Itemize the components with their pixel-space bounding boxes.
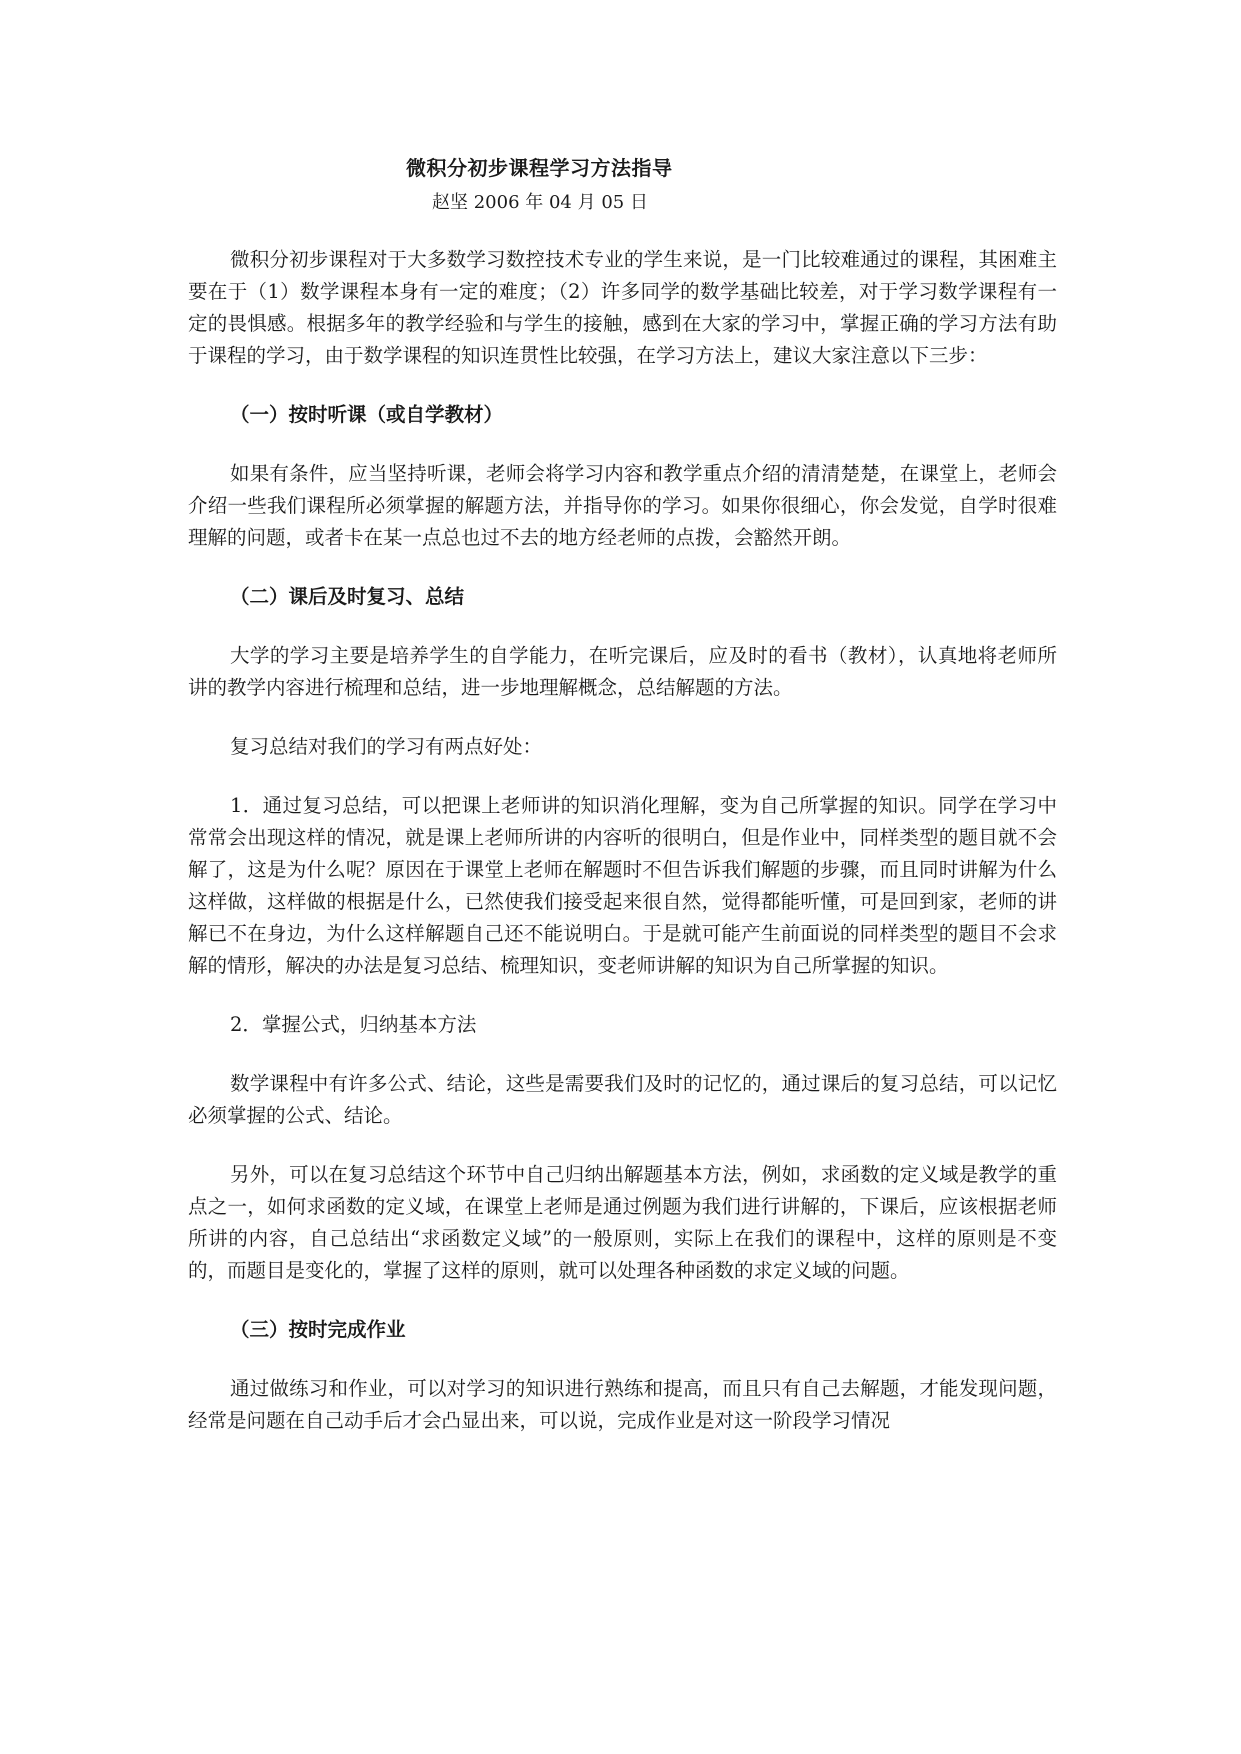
- document-body: [188, 244, 1057, 1464]
- section-3-heading: （三）按时完成作业: [230, 1318, 406, 1341]
- section-2-paragraph-1: 大学的学习主要是培养学生的自学能力，在听完课后，应及时的看书（教材），认真地将老师所讲的教学内容进行梳理和总结，进一步地理解概念，总结解题的方法。: [188, 644, 1057, 699]
- section-1-heading: （一）按时听课（或自学教材）: [230, 403, 504, 426]
- section-1-paragraph: 如果有条件，应当坚持听课，老师会将学习内容和教学重点介绍的清清楚楚，在课堂上，老师会介绍一些我们课程所必须掌握的解题方法，并指导你的学习。如果你很细心，你会发觉，自学时很难理解的问题，或者卡在某一点总也过不去的地方经老师的点拨，会豁然开朗。: [188, 462, 1057, 549]
- section-2-heading: （二）课后及时复习、总结: [230, 585, 465, 608]
- section-2-paragraph-6: 另外，可以在复习总结这个环节中自己归纳出解题基本方法，例如，求函数的定义域是教学的重点之一，如何求函数的定义域，在课堂上老师是通过例题为我们进行讲解的，下课后，应该根据老师所讲的内容，自己总结出“求函数定义域”的一般原则，实际上在我们的课程中，这样的原则是不变的，而题目是变化的，掌握了这样的原则，就可以处理各种函数的求定义域的问题。: [188, 1163, 1057, 1282]
- section-2-paragraph-5: 数学课程中有许多公式、结论，这些是需要我们及时的记忆的，通过课后的复习总结，可以记忆必须掌握的公式、结论。: [188, 1072, 1057, 1127]
- document-byline: 赵坚 2006 年 04 月 05 日: [432, 192, 648, 213]
- intro-paragraph: 微积分初步课程对于大多数学习数控技术专业的学生来说，是一门比较难通过的课程，其困难主要在于（1）数学课程本身有一定的难度；（2）许多同学的数学基础比较差，对于学习数学课程有一定的畏惧感。根据多年的教学经验和与学生的接触，感到在大家的学习中，掌握正确的学习方法有助于课程的学习，由于数学课程的知识连贯性比较强，在学习方法上，建议大家注意以下三步：: [188, 248, 1057, 367]
- section-2-point-2-title: 2．掌握公式，归纳基本方法: [230, 1013, 477, 1036]
- section-3-paragraph: 通过做练习和作业，可以对学习的知识进行熟练和提高，而且只有自己去解题，才能发现问题，经常是问题在自己动手后才会凸显出来，可以说，完成作业是对这一阶段学习情况: [188, 1377, 1057, 1432]
- section-2-paragraph-2: 复习总结对我们的学习有两点好处：: [230, 735, 543, 758]
- document-title: 微积分初步课程学习方法指导: [406, 156, 673, 180]
- section-2-point-1: 1．通过复习总结，可以把课上老师讲的知识消化理解，变为自己所掌握的知识。同学在学习中常常会出现这样的情况，就是课上老师所讲的内容听的很明白，但是作业中，同样类型的题目就不会解了，这是为什么呢？原因在于课堂上老师在解题时不但告诉我们解题的步骤，而且同时讲解为什么这样做，这样做的根据是什么，已然使我们接受起来很自然，觉得都能听懂，可是回到家，老师的讲解已不在身边，为什么这样解题自己还不能说明白。于是就可能产生前面说的同样类型的题目不会求解的情形，解决的办法是复习总结、梳理知识，变老师讲解的知识为自己所掌握的知识。: [188, 794, 1057, 977]
